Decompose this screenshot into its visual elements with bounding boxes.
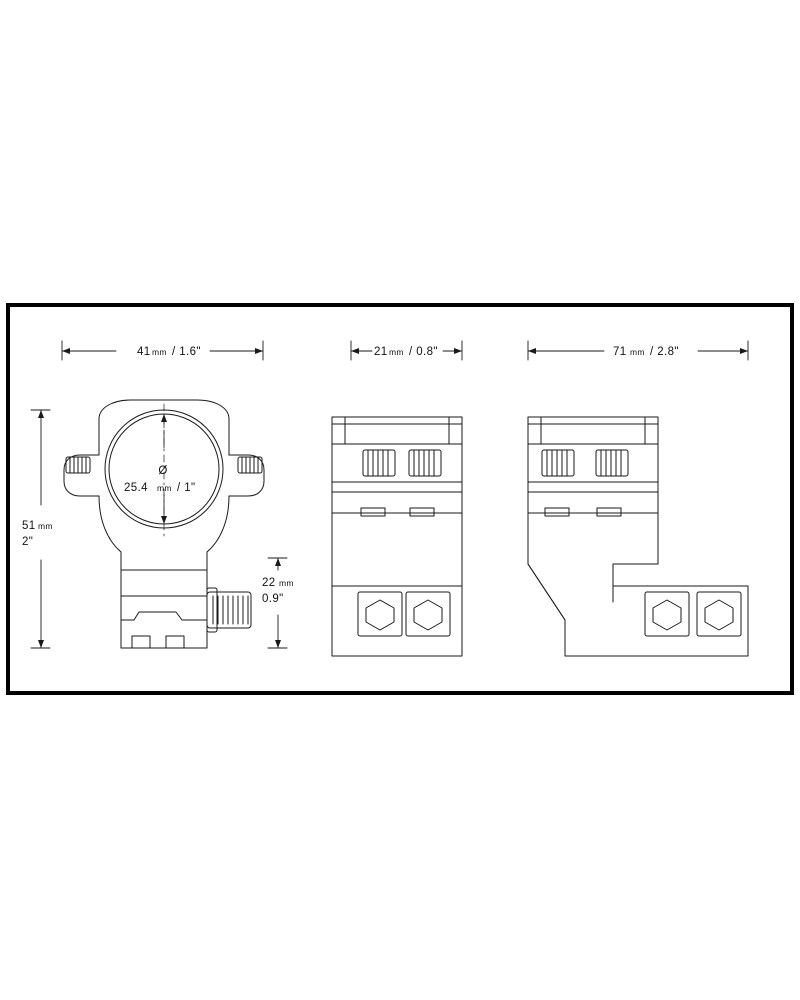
dimension-width-front-low [351, 341, 462, 360]
front-view-offset-geometry [528, 417, 748, 656]
label-base-height-imperial: 0.9" [262, 593, 284, 605]
front-view-offset-hex-bolts [645, 592, 741, 636]
front-view-offset-screws [542, 450, 628, 476]
label-bore-symbol: Ø [158, 465, 168, 477]
label-width-side-imperial: / 1.6" [172, 346, 201, 358]
label-bore-value: 25.4 [124, 482, 148, 494]
side-view-geometry [64, 400, 264, 648]
label-width-front-low-unit: mm [389, 347, 404, 357]
front-view-low-hex-bolts [358, 592, 450, 636]
label-height-total-value: 51 [22, 520, 36, 532]
front-view-low-geometry [332, 417, 462, 656]
label-width-front-low-value: 21 [374, 346, 388, 358]
label-width-front-offset-imperial: / 2.8" [650, 346, 679, 358]
front-view-low-screws [363, 450, 441, 476]
label-width-side-unit: mm [152, 347, 167, 357]
label-base-height-value: 22 [262, 577, 276, 589]
side-view-screw-left [66, 457, 90, 473]
label-width-front-offset-value: 71 [613, 346, 627, 358]
label-height-total-imperial: 2" [22, 536, 34, 548]
label-width-front-low-imperial: / 0.8" [409, 346, 438, 358]
label-width-front-offset-unit: mm [630, 347, 645, 357]
label-bore-imperial: / 1" [177, 482, 196, 494]
side-view-screw-right [238, 457, 262, 473]
label-base-height-unit: mm [279, 578, 294, 588]
label-width-side-value: 41 [137, 346, 151, 358]
label-height-total-unit: mm [38, 521, 53, 531]
side-view-clamp-nut [207, 588, 251, 632]
label-bore-unit: mm [157, 483, 172, 493]
